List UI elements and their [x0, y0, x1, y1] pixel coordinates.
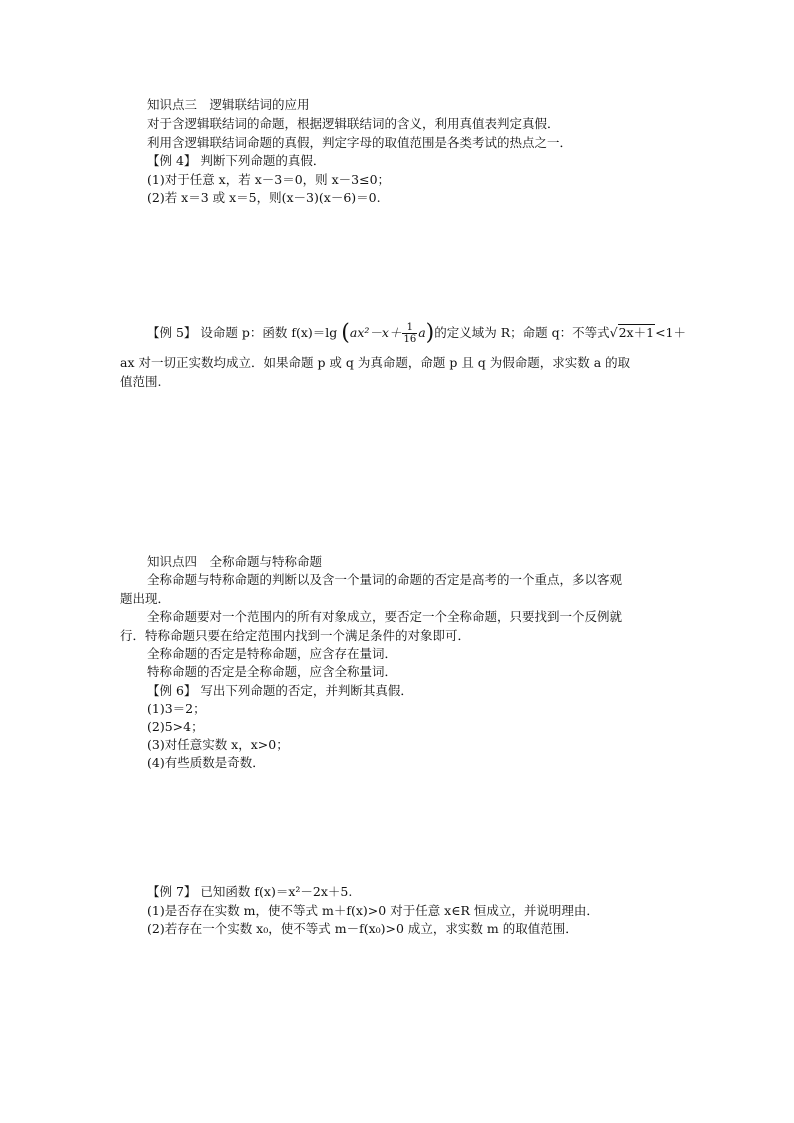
example4-label: 【例 4】	[147, 153, 197, 168]
section4-paragraph-2b: 行．特称命题只要在给定范围内找到一个满足条件的对象即可．	[120, 628, 471, 643]
fraction-numerator: 1	[402, 322, 417, 334]
section4-paragraph-4: 特称命题的否定是全称命题，应含全称量词．	[147, 664, 398, 679]
example6-label: 【例 6】	[147, 683, 197, 698]
example5-after-sqrt: <1＋	[655, 325, 686, 340]
section4-paragraph-3: 全称命题的否定是特称命题，应含存在量词．	[147, 646, 398, 661]
example5-inner-end: a	[418, 325, 426, 340]
example6-item-4: (4)有些质数是奇数．	[147, 755, 265, 770]
example6-heading	[147, 682, 413, 700]
example5-line-3: 值范围.	[120, 374, 162, 389]
section4-paragraph-1b: 题出现．	[120, 591, 171, 606]
example5-line-1	[147, 320, 686, 347]
section4-paragraph-2a: 全称命题要对一个范围内的所有对象成立，要否定一个全称命题，只要找到一个反例就	[147, 609, 623, 624]
right-paren-icon: )	[425, 320, 435, 346]
section3-paragraph-2: 利用含逻辑联结词命题的真假，判定字母的取值范围是各类考试的热点之一．	[147, 135, 573, 150]
example5-label: 【例 5】	[147, 325, 197, 340]
example7-item-2: (2)若存在一个实数 x₀，使不等式 m－f(x₀)>0 成立，求实数 m 的取值范围．	[147, 921, 578, 936]
example5-line-2: ax 对一切正实数均成立．如果命题 p 或 q 为真命题，命题 p 且 q 为假命题，求实数 a 的取	[120, 355, 631, 370]
example7-item-1: (1)是否存在实数 m，使不等式 m＋f(x)>0 对于任意 x∈R 恒成立，并说明理由．	[147, 903, 599, 918]
example5-mid: 的定义域为 R；命题 q：不等式	[434, 325, 610, 340]
example4-item-1: (1)对于任意 x，若 x－3＝0，则 x－3≤0；	[147, 172, 391, 187]
example5-pre: 设命题 p：函数 f(x)＝lg	[200, 325, 338, 340]
fraction	[402, 322, 417, 345]
section3-title: 知识点三 逻辑联结词的应用	[147, 97, 310, 112]
example4-item-2: (2)若 x＝3 或 x＝5，则(x－3)(x－6)＝0.	[147, 190, 381, 205]
section4-title: 知识点四 全称命题与特称命题	[147, 554, 323, 569]
section3-paragraph-1: 对于含逻辑联结词的命题，根据逻辑联结词的含义，利用真值表判定真假．	[147, 116, 560, 131]
example4-heading	[147, 152, 325, 170]
fraction-denominator: 16	[403, 334, 417, 345]
example7-heading	[147, 883, 352, 901]
example6-item-3: (3)对任意实数 x，x>0；	[147, 737, 289, 752]
example6-item-1: (1)3＝2；	[147, 701, 206, 716]
example7-text: 已知函数 f(x)＝x²－2x＋5.	[200, 884, 353, 899]
sqrt-content: 2x＋1	[618, 325, 655, 340]
example4-text: 判断下列命题的真假．	[200, 153, 326, 168]
section4-paragraph-1a: 全称命题与特称命题的判断以及含一个量词的命题的否定是高考的一个重点，多以客观	[147, 572, 623, 587]
example6-text: 写出下列命题的否定，并判断其真假．	[200, 683, 413, 698]
sqrt-icon: √	[609, 325, 618, 340]
sqrt-expression	[610, 320, 655, 346]
example5-inner: ax²－x＋	[349, 325, 402, 340]
left-paren-icon: (	[341, 320, 350, 346]
example6-item-2: (2)5>4；	[147, 719, 204, 734]
example7-label: 【例 7】	[147, 884, 197, 899]
